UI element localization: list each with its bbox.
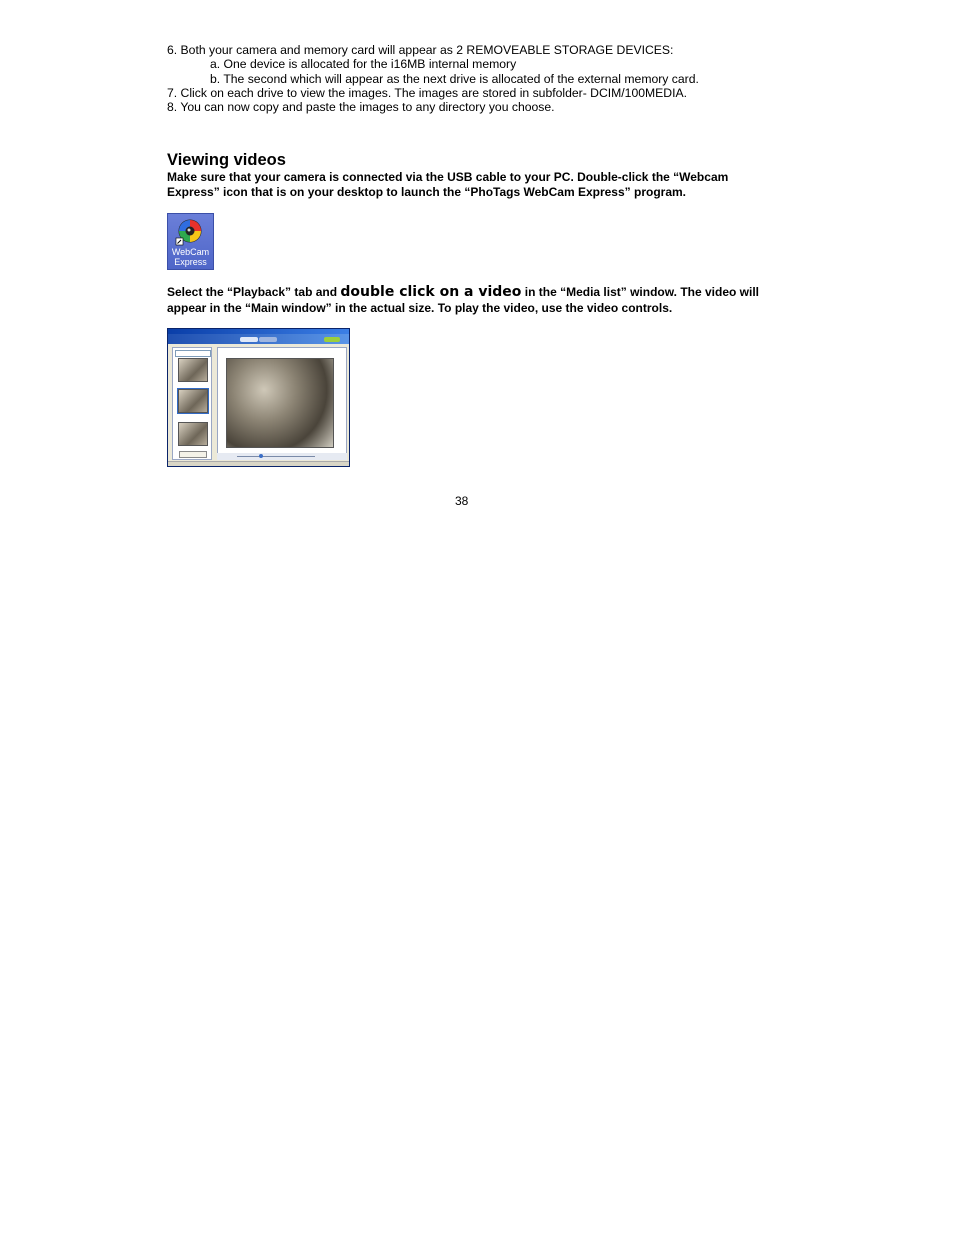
step-8: 8. You can now copy and paste the images to any directory you choose. — [167, 100, 555, 114]
seek-knob — [259, 454, 263, 458]
step-6a: a. One device is allocated for the i16MB internal memory — [210, 57, 517, 71]
status-bar — [168, 461, 349, 466]
media-thumbnail — [178, 358, 208, 382]
page-number: 38 — [455, 494, 469, 508]
step-7: 7. Click on each drive to view the images. The images are stored in subfolder- DCIM/100MEDIA. — [167, 86, 688, 100]
seek-track — [237, 456, 315, 457]
step-6: 6. Both your camera and memory card will appear as 2 REMOVEABLE STORAGE DEVICES: — [167, 43, 674, 57]
intro-line-2: Express” icon that is on your desktop to launch the “PhoTags WebCam Express” program. — [167, 185, 686, 199]
select-instruction-line-2: appear in the “Main window” in the actual size. To play the video, use the video controls. — [167, 301, 673, 315]
select-text-emphasis: double click on a video — [340, 284, 522, 300]
icon-label-line-1: WebCam — [171, 247, 210, 257]
app-header — [168, 334, 349, 344]
intro-line-1: Make sure that your camera is connected via the USB cable to your PC. Double-click the “Webcam — [167, 170, 729, 184]
select-text-part-1: Select the “Playback” tab and — [167, 285, 341, 299]
tab-capture — [240, 337, 258, 342]
step-6b: b. The second which will appear as the next drive is allocated of the external memory card. — [210, 72, 699, 86]
video-controls — [217, 453, 347, 460]
webcam-express-desktop-icon[interactable] — [167, 213, 214, 270]
main-window-panel — [217, 347, 347, 460]
media-list-panel — [172, 347, 212, 460]
video-frame — [226, 358, 334, 448]
header-button — [324, 337, 340, 342]
webcam-icon — [168, 214, 213, 246]
media-thumbnail — [178, 422, 208, 446]
tab-playback — [259, 337, 277, 342]
section-heading: Viewing videos — [167, 151, 286, 169]
select-text-part-3: in the “Media list” window. The video will — [521, 285, 759, 299]
icon-label-line-2: Express — [174, 257, 207, 267]
media-thumbnail-selected — [178, 389, 208, 413]
webcam-express-screenshot — [167, 328, 350, 467]
select-instruction-line-1 — [167, 285, 759, 300]
sidebar-button — [179, 451, 207, 458]
media-source-combo — [175, 350, 211, 357]
